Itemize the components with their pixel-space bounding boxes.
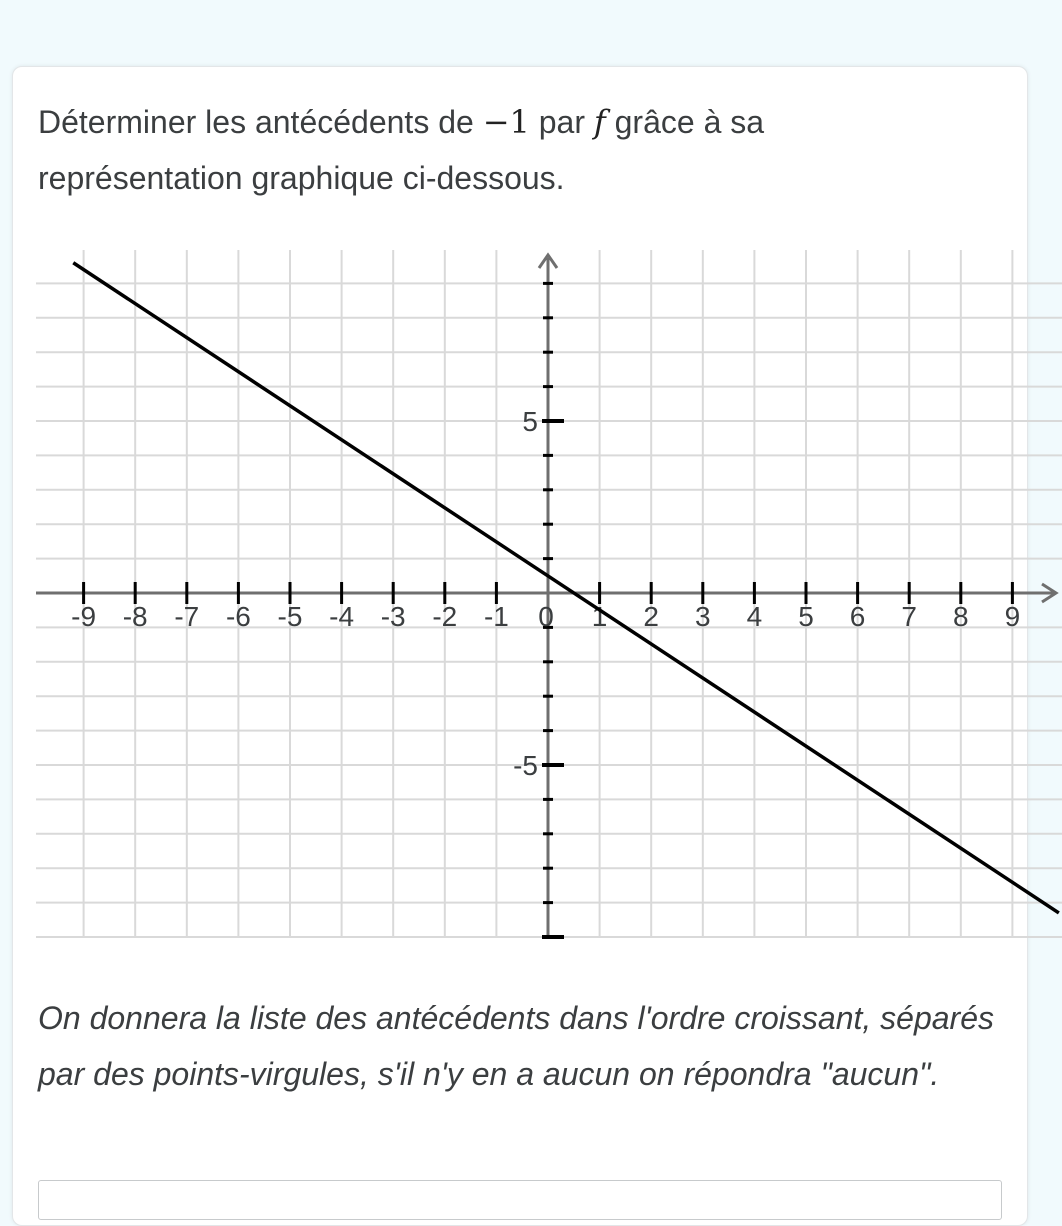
x-tick-label: -4 [329, 601, 355, 632]
answer-input[interactable] [38, 1180, 1002, 1220]
math-value: −1 [482, 103, 530, 141]
x-tick-label: -9 [71, 601, 97, 632]
curves [73, 263, 1059, 913]
y-tick-label: 5 [522, 406, 538, 437]
x-tick-label: -6 [225, 601, 251, 632]
question-text-before: Déterminer les antécédents de [38, 104, 483, 140]
x-tick-label: 2 [643, 601, 659, 632]
x-tick-label: -2 [432, 601, 458, 632]
x-tick-label: 8 [953, 601, 969, 632]
x-tick-label: 7 [901, 601, 917, 632]
x-tick-label: 3 [695, 601, 711, 632]
x-tick-label: 0 [538, 601, 554, 632]
x-tick-label: -8 [122, 601, 148, 632]
y-tick-label: -5 [513, 750, 538, 781]
math-function-name: f [593, 103, 606, 141]
x-tick-label: 6 [849, 601, 866, 632]
x-tick-label: 1 [591, 601, 608, 632]
x-tick-label: -3 [380, 601, 406, 632]
series-line-f [73, 263, 1059, 913]
question-text-after: grâce à sa représentation graphique ci-dessous. [38, 104, 765, 196]
question-text-middle: par [529, 104, 594, 140]
x-tick-label: 4 [746, 601, 763, 632]
x-tick-label: 5 [798, 601, 814, 632]
x-tick-label: -7 [174, 601, 200, 632]
x-tick-label: 9 [1004, 601, 1021, 632]
x-tick-label: -1 [483, 601, 509, 632]
axes [36, 255, 1056, 938]
x-tick-label: -5 [277, 601, 303, 632]
instruction-text: On donnera la liste des antécédents dans l'ordre croissant, séparés par des points-virgules, s'il n'y en a aucun on répondra "aucun". [38, 1000, 994, 1092]
